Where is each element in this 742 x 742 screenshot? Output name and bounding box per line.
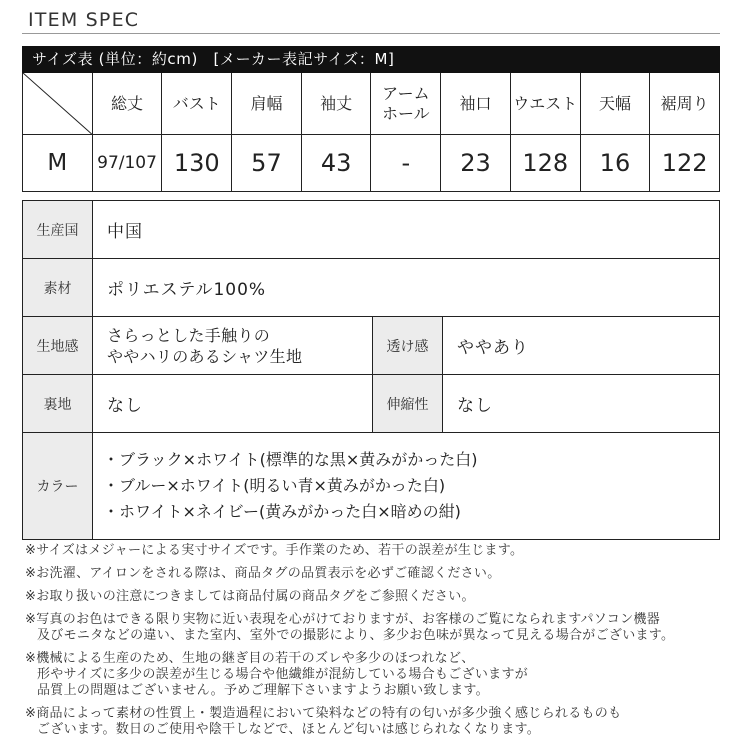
- spec-label-stretch: 伸縮性: [373, 375, 443, 432]
- color-option: ・ホワイト×ネイビー(黄みがかった白×暗めの紺): [103, 502, 461, 521]
- diagonal-line: [23, 73, 92, 134]
- value-waist: 128: [511, 135, 581, 192]
- note-line: ※サイズはメジャーによる実寸サイズです。手作業のため、若干の誤差が生じます。: [25, 543, 524, 558]
- spec-value-country: 中国: [107, 222, 143, 242]
- note-line: ※機械による生産のため、生地の継ぎ目の若干のズレや多少のほつれなど、: [25, 651, 475, 666]
- note-washing: [25, 566, 730, 582]
- color-option: ・ブルー×ホワイト(明るい青×黄みがかった白): [103, 476, 446, 495]
- size-table-grid: [22, 73, 720, 192]
- column-header-neck-width: 天幅: [581, 73, 651, 135]
- size-table: [22, 46, 720, 192]
- spec-label-country: 生産国: [23, 201, 93, 258]
- spec-label-lining: 裏地: [23, 375, 93, 432]
- spec-row-country: [23, 201, 719, 259]
- color-option: ・ブラック×ホワイト(標準的な黒×黄みがかった白): [103, 450, 478, 469]
- note-line: ※お取り扱いの注意につきましては商品付属の商品タグをご参照ください。: [25, 589, 475, 604]
- value-neck-width: 16: [581, 135, 651, 192]
- column-header-total-length: 総丈: [93, 73, 163, 135]
- note-line: 及びモニタなどの違い、また室内、室外での撮影により、多少お色味が異なって見える場合がございます。: [37, 628, 675, 643]
- spec-value-stretch: なし: [457, 396, 493, 416]
- note-machine-production: [25, 651, 730, 699]
- size-label-cell: M: [23, 135, 93, 192]
- value-armhole: -: [371, 135, 441, 192]
- note-size: [25, 543, 730, 559]
- note-photo-color: [25, 612, 730, 644]
- spec-row-material: [23, 259, 719, 317]
- spec-row-texture: [23, 317, 719, 375]
- size-table-caption: サイズ表 (単位：約cm) [メーカー表記サイズ：M]: [22, 46, 720, 73]
- value-hem: 122: [650, 135, 720, 192]
- note-line: ※お洗濯、アイロンをされる際は、商品タグの品質表示を必ずご確認ください。: [25, 566, 501, 581]
- spec-value-colors: [93, 433, 719, 539]
- column-header-waist: ウエスト: [511, 73, 581, 135]
- item-spec-header: [22, 6, 720, 34]
- spec-label-sheerness: 透け感: [373, 317, 443, 374]
- note-line: ございます。数日のご使用や陰干しなどで、ほとんど匂いは感じられなくなります。: [37, 722, 541, 737]
- column-header-cuff: 袖口: [441, 73, 511, 135]
- value-sleeve-length: 43: [302, 135, 372, 192]
- spec-row-colors: [23, 433, 719, 539]
- note-line: ※写真のお色はできる限り実物に近い表現を心がけておりますが、お客様のご覧になられますパソコン機器: [25, 612, 660, 627]
- size-table-corner-cell: [23, 73, 93, 135]
- value-bust: 130: [162, 135, 232, 192]
- texture-line: さらっとした手触りの: [107, 325, 271, 345]
- note-line: 形やサイズに多少の誤差が生じる場合や他繊維が混紡している場合もございますが: [37, 667, 529, 682]
- note-handling: [25, 589, 730, 605]
- spec-label-colors: カラー: [23, 433, 93, 539]
- spec-value-lining: なし: [93, 375, 373, 432]
- column-header-hem: 裾周り: [650, 73, 720, 135]
- spec-label-texture: 生地感: [23, 317, 93, 374]
- spec-label-material: 素材: [23, 259, 93, 316]
- value-total-length: 97/107: [93, 135, 163, 192]
- spec-value-texture: [93, 317, 373, 374]
- note-odor: [25, 706, 730, 738]
- note-line: 品質上の問題はございません。予めご理解下さいますようお願い致します。: [37, 683, 489, 698]
- item-spec-title: ITEM SPEC: [28, 9, 140, 31]
- spec-value-sheerness: ややあり: [457, 338, 529, 358]
- column-header-armhole: アーム ホール: [371, 73, 441, 135]
- texture-line: ややハリのあるシャツ生地: [107, 346, 303, 366]
- column-header-bust: バスト: [162, 73, 232, 135]
- value-shoulder-width: 57: [232, 135, 302, 192]
- spec-value-material: ポリエステル100%: [107, 280, 267, 300]
- spec-row-lining: [23, 375, 719, 433]
- notes: [25, 543, 730, 738]
- note-line: ※商品によって素材の性質上・製造過程において染料などの特有の匂いが多少強く感じられるものも: [25, 706, 622, 721]
- spec-table: [22, 200, 720, 540]
- value-cuff: 23: [441, 135, 511, 192]
- column-header-sleeve-length: 袖丈: [302, 73, 372, 135]
- column-header-shoulder-width: 肩幅: [232, 73, 302, 135]
